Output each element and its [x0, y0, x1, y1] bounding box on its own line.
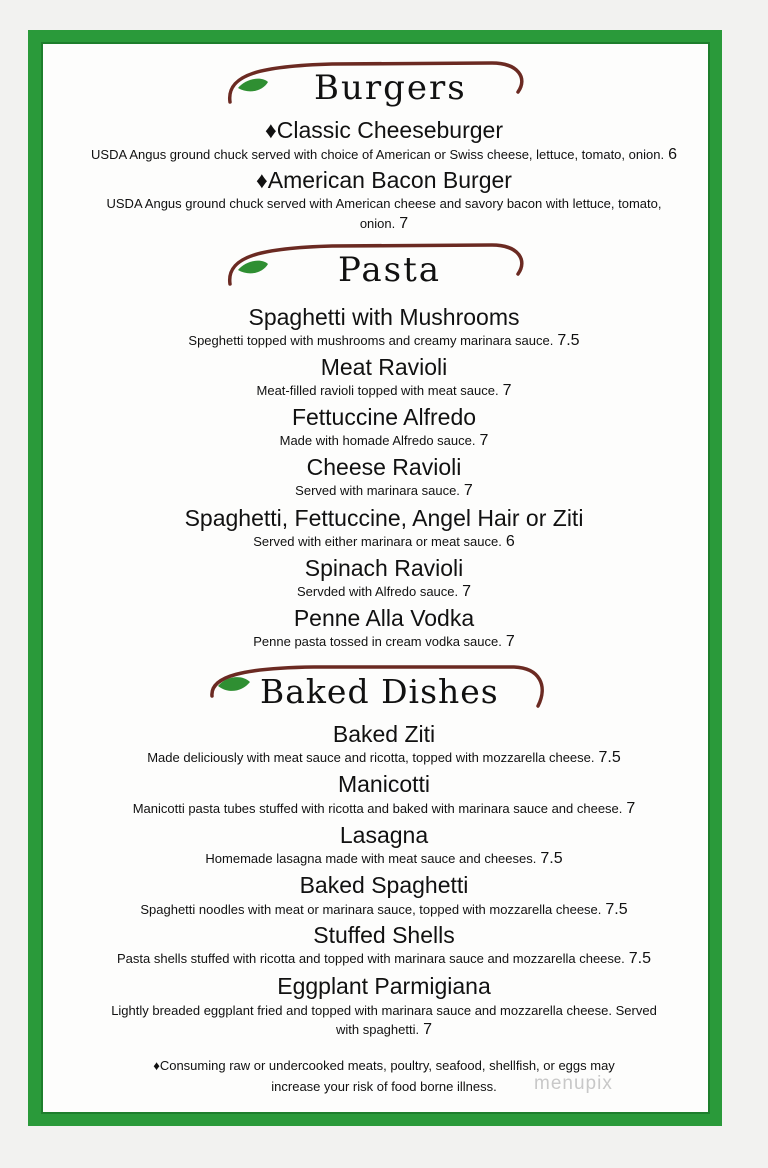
item-title: Manicotti — [337, 771, 431, 797]
item-description — [0, 583, 768, 601]
desc-text: Homemade lasagna made with meat sauce and cheeses. — [205, 851, 537, 866]
desc-text: Served with marinara sauce. — [295, 483, 460, 498]
item-title: Spaghetti with Mushrooms — [248, 304, 520, 330]
item-title: ♦American Bacon Burger — [256, 167, 512, 193]
item-title: Lasagna — [339, 822, 429, 848]
food-safety-notice: ♦Consuming raw or undercooked meats, poultry, seafood, shellfish, or eggs may — [153, 1058, 615, 1073]
item-title: Stuffed Shells — [313, 922, 455, 948]
item-description — [0, 800, 768, 818]
item-price: 7.5 — [628, 950, 651, 967]
item-description — [0, 332, 768, 350]
item-price: 7 — [463, 482, 473, 499]
item-price: 6 — [505, 533, 515, 550]
item-price: 7 — [626, 800, 636, 817]
item-price: 7 — [502, 382, 512, 399]
item-description — [0, 533, 768, 551]
item-description — [0, 146, 768, 164]
item-title: Penne Alla Vodka — [293, 605, 475, 631]
desc-text: Made deliciously with meat sauce and ricotta, topped with mozzarella cheese. — [147, 750, 595, 765]
pasta-banner — [222, 240, 526, 296]
section-heading: Burgers — [314, 68, 467, 108]
item-price: 7.5 — [557, 332, 580, 349]
item-price: 7 — [462, 583, 472, 600]
item-price: 7.5 — [605, 901, 628, 918]
watermark: menupix — [534, 1073, 613, 1094]
item-title: Baked Ziti — [332, 721, 436, 747]
desc-text: Served with either marinara or meat sauce. — [253, 534, 502, 549]
desc-text: Made with homade Alfredo sauce. — [279, 433, 476, 448]
desc-text: with spaghetti. — [335, 1022, 420, 1037]
item-description — [0, 432, 768, 450]
item-title: Spaghetti, Fettuccine, Angel Hair or Ziti — [184, 505, 584, 531]
desc-text: Spaghetti noodles with meat or marinara sauce, topped with mozzarella cheese. — [140, 902, 602, 917]
desc-text: Manicotti pasta tubes stuffed with ricotta and baked with marinara sauce and cheese. — [132, 801, 623, 816]
desc-text: Penne pasta tossed in cream vodka sauce. — [253, 634, 502, 649]
item-description — [0, 850, 768, 868]
item-description — [0, 749, 768, 767]
section-heading: Baked Dishes — [260, 672, 499, 711]
item-price: 6 — [668, 146, 677, 163]
leaf-icon — [238, 79, 268, 92]
item-title: Cheese Ravioli — [306, 454, 462, 480]
item-description — [0, 382, 768, 400]
desc-text: Speghetti topped with mushrooms and creamy marinara sauce. — [188, 333, 554, 348]
item-price: 7 — [399, 215, 409, 232]
food-safety-notice: increase your risk of food borne illness. — [271, 1079, 497, 1094]
item-title: Meat Ravioli — [320, 354, 448, 380]
item-title: Spinach Ravioli — [304, 555, 464, 581]
item-description — [0, 901, 768, 919]
leaf-icon — [238, 261, 268, 274]
burgers-banner — [222, 58, 526, 114]
section-heading: Pasta — [338, 250, 442, 290]
item-description: Lightly breaded eggplant fried and topped with marinara sauce and mozzarella cheese. Served — [111, 1003, 657, 1018]
desc-text: Meat-filled ravioli topped with meat sauce. — [256, 383, 499, 398]
desc-text: USDA Angus ground chuck served with choice of American or Swiss cheese, lettuce, tomato, onion. — [91, 147, 665, 162]
desc-text: onion. — [359, 216, 396, 231]
item-description — [0, 215, 768, 233]
item-title: Eggplant Parmigiana — [277, 973, 491, 999]
item-description — [0, 482, 768, 500]
item-title: Fettuccine Alfredo — [291, 404, 477, 430]
item-price: 7 — [505, 633, 515, 650]
item-description — [0, 1021, 768, 1039]
item-title: ♦Classic Cheeseburger — [264, 117, 503, 143]
item-price: 7.5 — [540, 850, 563, 867]
item-title: Baked Spaghetti — [299, 872, 469, 898]
item-price: 7.5 — [598, 749, 621, 766]
item-description: USDA Angus ground chuck served with American cheese and savory bacon with lettuce, tomato, — [106, 196, 662, 211]
desc-text: Pasta shells stuffed with ricotta and topped with marinara sauce and mozzarella cheese. — [116, 951, 625, 966]
item-description — [0, 950, 768, 968]
item-price: 7 — [423, 1021, 432, 1038]
item-description — [0, 633, 768, 651]
baked-dishes-banner — [204, 662, 548, 718]
desc-text: Servded with Alfredo sauce. — [296, 584, 459, 599]
item-price: 7 — [479, 432, 489, 449]
